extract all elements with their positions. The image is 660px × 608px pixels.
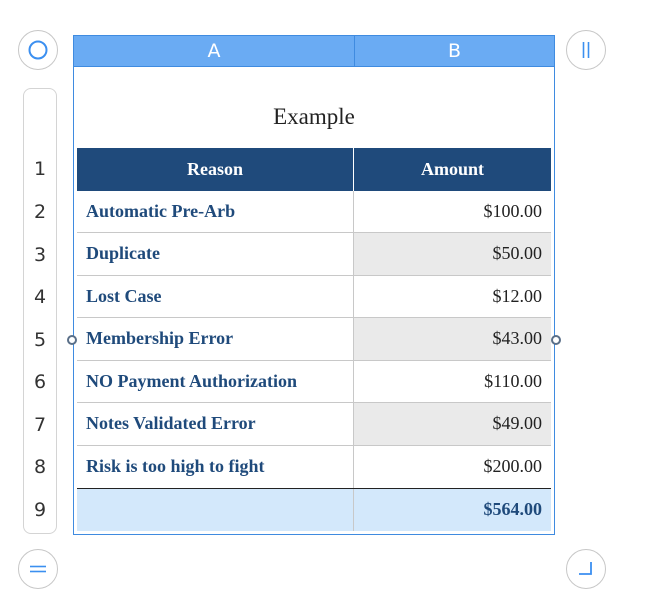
table-footer-row xyxy=(77,488,551,531)
amount-cell[interactable]: $110.00 xyxy=(484,370,542,391)
row-header-2[interactable]: 2 xyxy=(33,201,47,223)
amount-cell[interactable]: $200.00 xyxy=(483,456,542,477)
table-row xyxy=(77,318,551,361)
row-header-3[interactable]: 3 xyxy=(33,244,47,266)
table-title[interactable]: Example xyxy=(273,104,355,129)
table-row xyxy=(77,446,551,489)
row-header-6[interactable]: 6 xyxy=(33,371,47,393)
table-row xyxy=(77,233,551,276)
data-table xyxy=(77,148,551,531)
table-row xyxy=(77,276,551,319)
left-drag-handle[interactable] xyxy=(67,335,77,345)
header-cell-reason[interactable]: Reason xyxy=(77,148,354,191)
row-header-4[interactable]: 4 xyxy=(33,286,47,308)
table-row xyxy=(77,191,551,234)
amount-cell[interactable]: $12.00 xyxy=(492,285,542,306)
select-table-button[interactable] xyxy=(18,30,58,70)
table-row xyxy=(77,403,551,446)
table-header-row xyxy=(77,148,551,191)
reason-cell[interactable]: Risk is too high to fight xyxy=(77,446,354,489)
reason-cell[interactable]: Notes Validated Error xyxy=(77,403,354,445)
row-header-1[interactable]: 1 xyxy=(33,158,47,180)
amount-cell[interactable]: $49.00 xyxy=(354,403,551,445)
row-header-9[interactable]: 9 xyxy=(33,499,47,521)
table-row xyxy=(77,361,551,404)
footer-total-cell[interactable]: $564.00 xyxy=(483,499,542,520)
pause-bars-icon xyxy=(575,39,597,61)
column-header-bar xyxy=(73,35,555,67)
reason-cell[interactable]: Lost Case xyxy=(77,276,354,318)
header-cell-amount[interactable]: Amount xyxy=(420,158,484,179)
column-header-a[interactable]: A xyxy=(74,36,355,66)
corner-icon xyxy=(575,558,597,580)
row-header-7[interactable]: 7 xyxy=(33,414,47,436)
circle-icon xyxy=(27,39,49,61)
footer-reason-cell[interactable] xyxy=(77,489,354,531)
add-column-button[interactable] xyxy=(566,30,606,70)
add-row-button[interactable] xyxy=(18,549,58,589)
equals-bars-icon xyxy=(27,558,49,580)
row-header-5[interactable]: 5 xyxy=(33,329,47,351)
amount-cell[interactable]: $43.00 xyxy=(354,318,551,360)
reason-cell[interactable]: Duplicate xyxy=(77,233,354,275)
reason-cell[interactable]: Membership Error xyxy=(77,318,354,360)
row-header-8[interactable]: 8 xyxy=(33,456,47,478)
amount-cell[interactable]: $50.00 xyxy=(354,233,551,275)
resize-table-button[interactable] xyxy=(566,549,606,589)
right-drag-handle[interactable] xyxy=(551,335,561,345)
amount-cell[interactable]: $100.00 xyxy=(483,200,542,221)
column-header-b[interactable]: B xyxy=(447,40,462,62)
reason-cell[interactable]: Automatic Pre-Arb xyxy=(77,191,354,233)
reason-cell[interactable]: NO Payment Authorization xyxy=(77,361,354,403)
